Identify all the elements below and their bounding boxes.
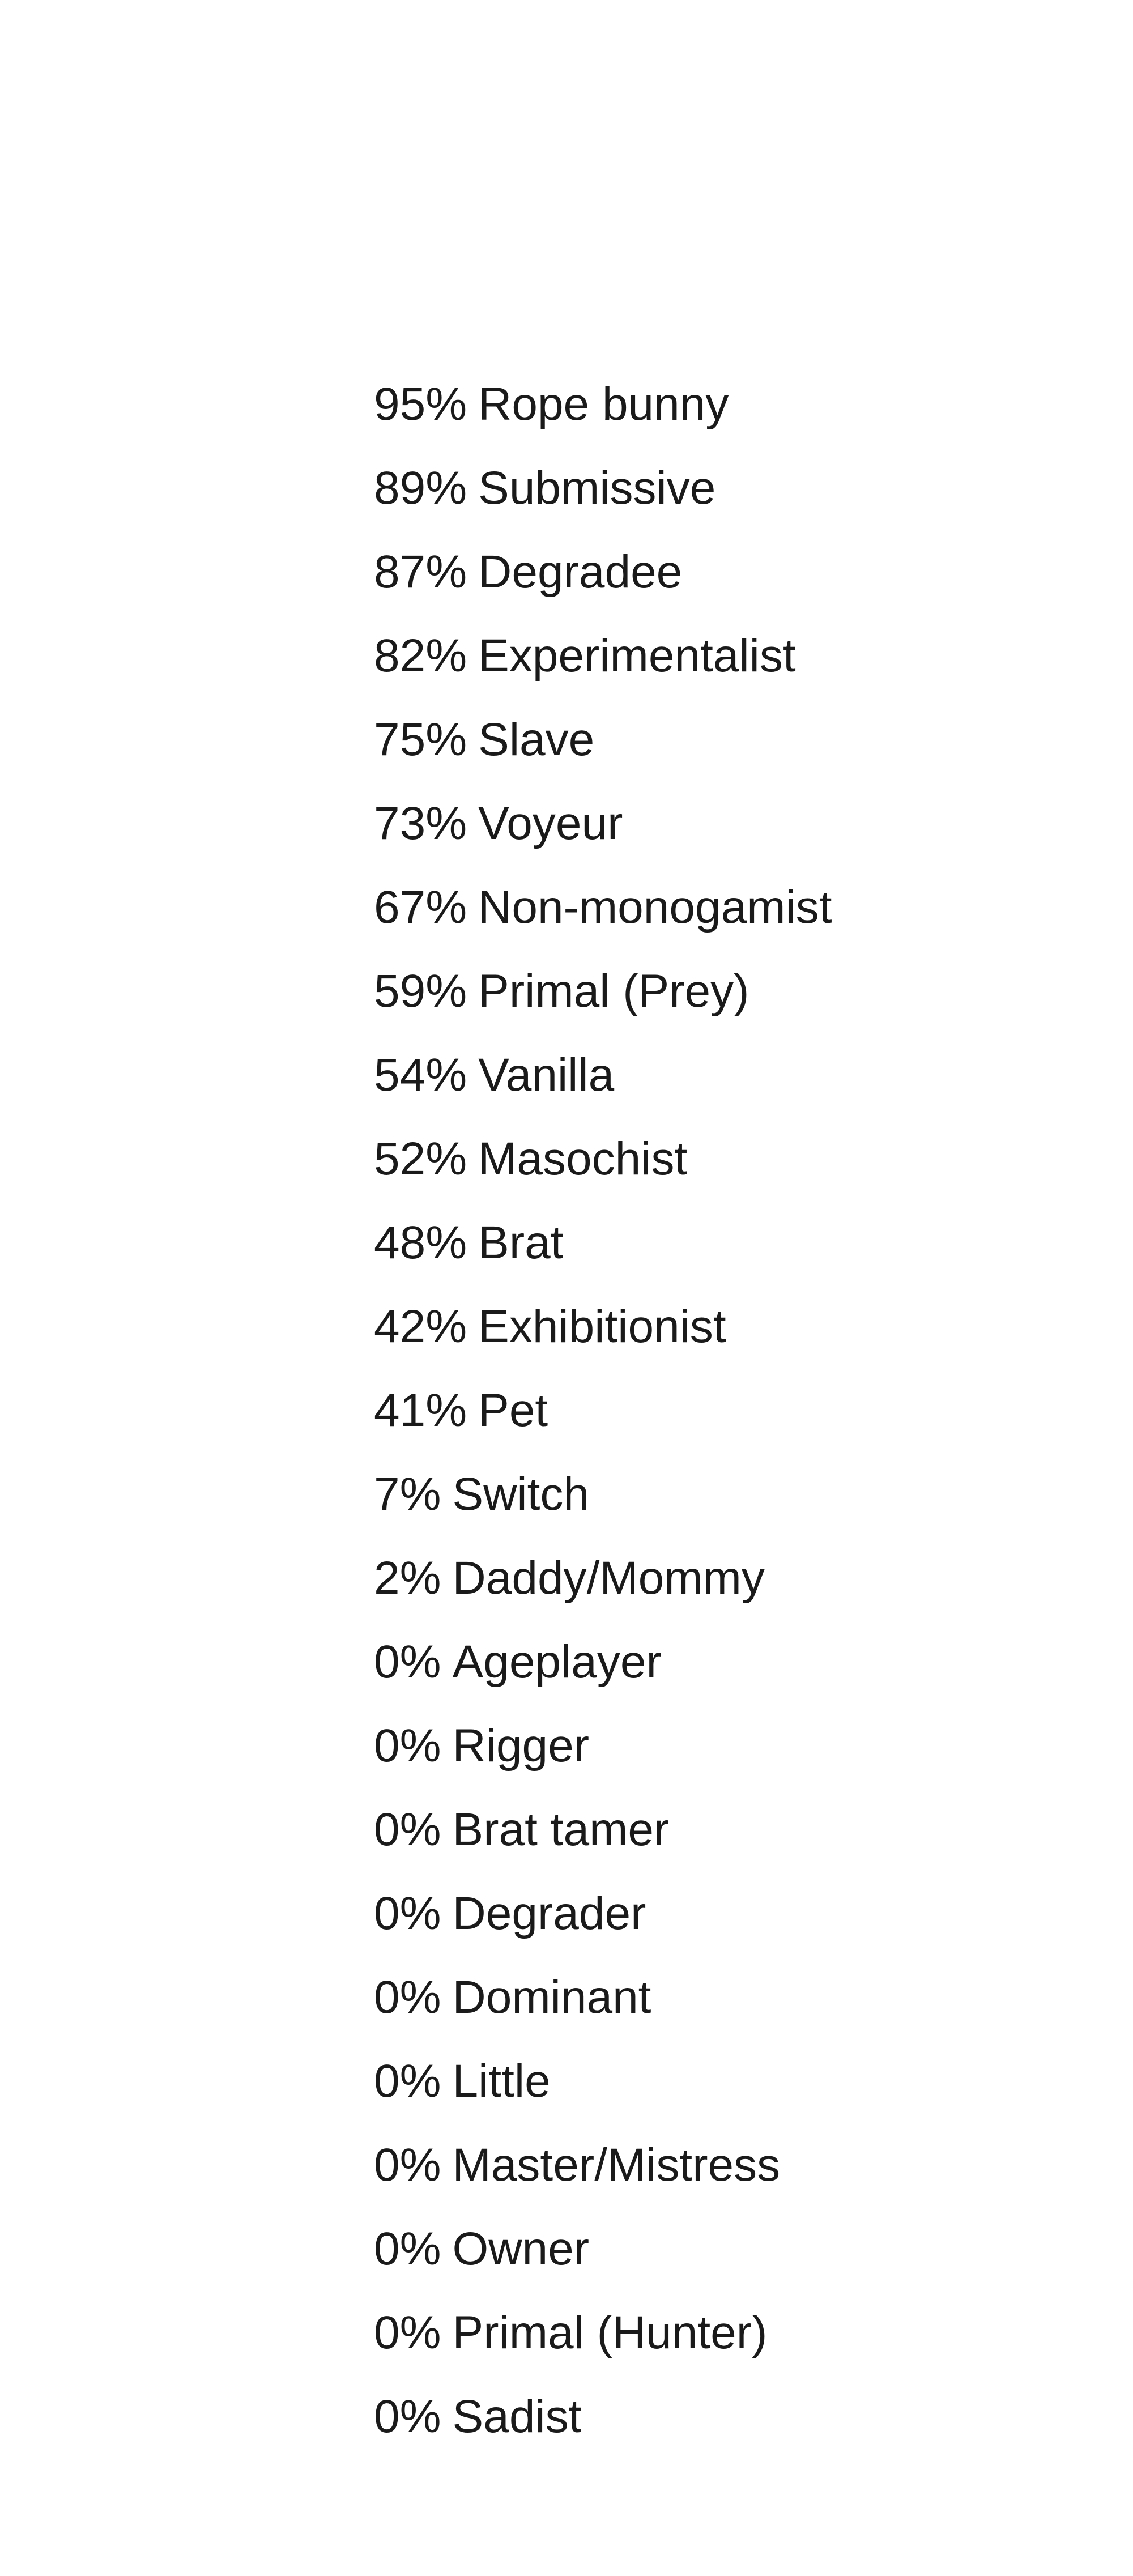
- result-label: Pet: [478, 1385, 548, 1436]
- result-percent: 7%: [374, 1468, 441, 1520]
- result-label: Rigger: [452, 1720, 590, 1772]
- result-percent: 48%: [374, 1217, 467, 1268]
- list-item: [374, 1369, 1054, 1453]
- list-item: [374, 530, 1054, 614]
- result-label: Daddy/Mommy: [452, 1552, 765, 1604]
- result-label: Switch: [452, 1468, 590, 1520]
- list-item: [374, 782, 1054, 866]
- result-label: Voyeur: [478, 798, 623, 849]
- result-label: Experimentalist: [478, 630, 796, 682]
- result-percent: 89%: [374, 462, 467, 514]
- result-label: Exhibitionist: [478, 1301, 726, 1352]
- list-item: [374, 2123, 1054, 2207]
- result-percent: 52%: [374, 1133, 467, 1185]
- result-percent: 0%: [374, 2391, 441, 2442]
- list-item: [374, 1033, 1054, 1117]
- result-percent: 87%: [374, 546, 467, 598]
- result-label: Masochist: [478, 1133, 688, 1185]
- result-percent: 42%: [374, 1301, 467, 1352]
- list-item: [374, 1285, 1054, 1369]
- list-item: [374, 698, 1054, 782]
- list-item: [374, 1872, 1054, 1956]
- result-percent: 95%: [374, 378, 467, 430]
- result-label: Sadist: [452, 2391, 582, 2442]
- result-percent: 0%: [374, 1720, 441, 1772]
- result-label: Degrader: [452, 1888, 646, 1939]
- list-item: [374, 1704, 1054, 1788]
- results-list: [374, 363, 1054, 2459]
- list-item: [374, 363, 1054, 446]
- list-item: [374, 866, 1054, 949]
- list-item: [374, 1620, 1054, 1704]
- list-item: [374, 2375, 1054, 2459]
- result-percent: 54%: [374, 1049, 467, 1101]
- list-item: [374, 446, 1054, 530]
- result-percent: 0%: [374, 2307, 441, 2358]
- list-item: [374, 1453, 1054, 1536]
- result-percent: 75%: [374, 714, 467, 765]
- list-item: [374, 1536, 1054, 1620]
- result-label: Dominant: [452, 1972, 651, 2023]
- result-label: Brat: [478, 1217, 564, 1268]
- list-item: [374, 1201, 1054, 1285]
- result-label: Owner: [452, 2223, 590, 2275]
- result-percent: 73%: [374, 798, 467, 849]
- list-item: [374, 1117, 1054, 1201]
- result-percent: 0%: [374, 1636, 441, 1688]
- result-label: Primal (Prey): [478, 965, 749, 1017]
- result-percent: 41%: [374, 1385, 467, 1436]
- result-percent: 0%: [374, 1888, 441, 1939]
- result-label: Degradee: [478, 546, 683, 598]
- result-percent: 0%: [374, 1972, 441, 2023]
- list-item: [374, 1788, 1054, 1872]
- result-percent: 59%: [374, 965, 467, 1017]
- result-label: Primal (Hunter): [452, 2307, 768, 2358]
- result-label: Slave: [478, 714, 595, 765]
- result-percent: 2%: [374, 1552, 441, 1604]
- result-label: Little: [452, 2055, 551, 2107]
- result-percent: 0%: [374, 2139, 441, 2191]
- list-item: [374, 2207, 1054, 2291]
- list-item: [374, 614, 1054, 698]
- list-item: [374, 1956, 1054, 2039]
- result-label: Master/Mistress: [452, 2139, 781, 2191]
- result-label: Submissive: [478, 462, 716, 514]
- list-item: [374, 949, 1054, 1033]
- result-percent: 82%: [374, 630, 467, 682]
- list-item: [374, 2039, 1054, 2123]
- result-label: Ageplayer: [452, 1636, 662, 1688]
- result-label: Brat tamer: [452, 1804, 670, 1855]
- result-label: Non-monogamist: [478, 882, 832, 933]
- list-item: [374, 2291, 1054, 2375]
- result-percent: 0%: [374, 2223, 441, 2275]
- result-label: Rope bunny: [478, 378, 729, 430]
- result-percent: 0%: [374, 2055, 441, 2107]
- result-percent: 67%: [374, 882, 467, 933]
- result-label: Vanilla: [478, 1049, 615, 1101]
- result-percent: 0%: [374, 1804, 441, 1855]
